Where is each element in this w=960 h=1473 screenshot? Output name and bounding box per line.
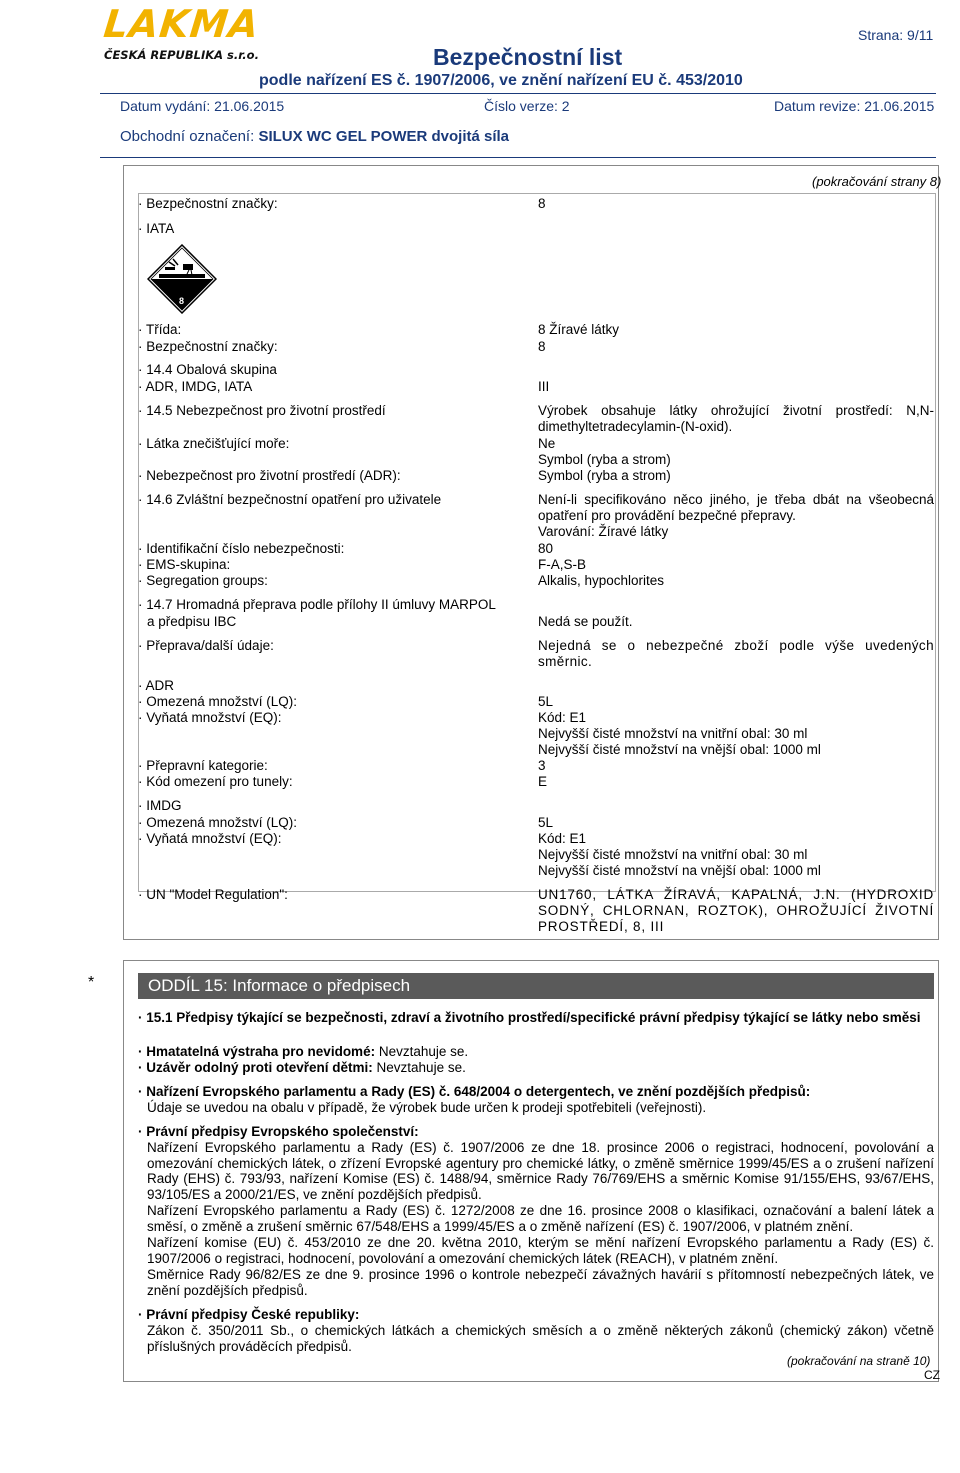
child-closure-value: Nevztahuje se. — [372, 1060, 466, 1075]
adr-eq-label: · Vyňatá množství (EQ): — [138, 710, 282, 725]
imdg-eq-value: Kód: E1 — [538, 831, 587, 846]
version-number: Číslo verze: 2 — [484, 98, 570, 114]
un-model-label: · UN "Model Regulation": — [138, 887, 288, 902]
page-number: Strana: 9/11 — [858, 27, 934, 43]
revision-date: Datum revize: 21.06.2015 — [774, 98, 935, 114]
corrosive-pictogram — [147, 244, 217, 317]
class-label: · Třída: — [138, 322, 182, 337]
adr-heading: · ADR — [138, 678, 175, 693]
company-logo — [101, 2, 262, 46]
safety-marks2-label: · Bezpečnostní značky: — [138, 339, 278, 354]
section15-heading: ODDÍL 15: Informace o předpisech — [138, 973, 934, 999]
env-hazard-value: Výrobek obsahuje látky ohrožující životní prostředí: N,N-dimethyltetradecylamin-(N-oxid). — [538, 403, 934, 434]
cz-regulations-text: Zákon č. 350/2011 Sb., o chemických látkách a chemických směsích a o změně některých zákonů (chemický zákon) včetně příslušných prováděcích předpisů. — [147, 1323, 934, 1354]
eu-regulation-2: Nařízení Evropského parlamentu a Rady (ES) č. 1272/2008 ze dne 16. prosince 2008 o klasifikaci, označování a balení látek a směsí, o změně a zrušení směrnic 67/548/EHS a 1999/45/ES a o změně nařízení (ES) č. 1907/2006, v platném znění. — [147, 1203, 934, 1234]
adr-lq-label: · Omezená množství (LQ): — [138, 694, 298, 709]
detergent-regulation-text: Údaje se uvedou na obalu v případě, že výrobek bude určen k prodeji spotřebiteli (veřejnosti). — [147, 1100, 707, 1115]
child-closure — [138, 1060, 934, 1076]
other-info-value: Nejedná se o nebezpečné zboží podle výše uvedených směrnic. — [538, 638, 934, 669]
language-code: CZ — [924, 1368, 940, 1382]
trade-name — [120, 128, 509, 145]
transport-category-value: 3 — [538, 758, 546, 773]
eu-regulation-3: Nařízení komise (EU) č. 453/2010 ze dne 20. května 2010, kterým se mění nařízení Evropského parlamentu a Rady (ES) č. 1907/2006 o registraci, hodnocení, povolování a omezování chemických látek (REACH), v platném znění. — [147, 1235, 934, 1266]
marpol-value: Nedá se použít. — [538, 614, 633, 629]
imdg-heading: · IMDG — [138, 798, 182, 813]
ems-label: · EMS-skupina: — [138, 557, 231, 572]
marine-pollutant-value: Ne — [538, 436, 556, 451]
packing-group-sub: · ADR, IMDG, IATA — [138, 379, 253, 394]
tunnel-code-label: · Kód omezení pro tunely: — [138, 774, 293, 789]
segregation-label: · Segregation groups: — [138, 573, 268, 588]
eu-regulation-1: Nařízení Evropského parlamentu a Rady (ES) č. 1907/2006 ze dne 18. prosince 2006 o registraci, hodnocení, povolování a omezování chemických látek, o zřízení Evropské agentury pro chemické látky, o změně směrnice 1999/45/ES a o zrušení nařízení Rady (EHS) č. 793/93, nařízení Komise (ES) č. 1488/94, směrnice Rady 76/769/EHS a směrnic Komise 91/155/EHS, 93/67/EHS, 93/105/ES a 2000/21/ES, ve znění pozdějších předpisů. — [147, 1140, 934, 1202]
marine-pollutant-label: · Látka znečišťující moře: — [138, 436, 290, 451]
detergent-regulation-heading: · Nařízení Evropského parlamentu a Rady (ES) č. 648/2004 o detergentech, ve znění pozdějších předpisů: — [138, 1084, 811, 1099]
header-divider-bottom — [100, 157, 936, 158]
imdg-eq-outer: Nejvyšší čisté množství na vnější obal: 1000 ml — [538, 863, 821, 878]
iata-heading: · IATA — [138, 221, 175, 236]
hazard-id-value: 80 — [538, 541, 554, 556]
trade-name-value: SILUX WC GEL POWER dvojitá síla — [258, 128, 510, 145]
imdg-lq-value: 5L — [538, 815, 554, 830]
adr-eq-inner: Nejvyšší čisté množství na vnitřní obal: 30 ml — [538, 726, 808, 741]
tactile-warning — [138, 1044, 934, 1060]
env-hazard-label: · 14.5 Nebezpečnost pro životní prostředí — [138, 403, 386, 418]
ems-value: F-A,S-B — [538, 557, 587, 572]
class-value: 8 Žíravé látky — [538, 322, 620, 337]
packing-group-value: III — [538, 379, 550, 394]
segregation-value: Alkalis, hypochlorites — [538, 573, 665, 588]
packing-group-label: · 14.4 Obalová skupina — [138, 362, 277, 377]
eu-regulation-4: Směrnice Rady 96/82/ES ze dne 9. prosince 1996 o kontrole nebezpečí závažných havárií s přítomností nebezpečných látek, ve znění pozdějších předpisů. — [147, 1267, 934, 1298]
adr-eq-outer: Nejvyšší čisté množství na vnější obal: 1000 ml — [538, 742, 821, 757]
imdg-lq-label: · Omezená množství (LQ): — [138, 815, 298, 830]
imdg-eq-inner: Nejvyšší čisté množství na vnitřní obal: 30 ml — [538, 847, 808, 862]
other-info-label: · Přeprava/další údaje: — [138, 638, 274, 653]
section15-1-heading: · 15.1 Předpisy týkající se bezpečnosti, zdraví a životního prostředí/specifické právní předpisy týkající se látky nebo směsi — [138, 1010, 921, 1025]
document-title: Bezpečnostní list — [433, 44, 623, 70]
continued-to: (pokračování na straně 10) — [787, 1354, 931, 1368]
change-marker: * — [88, 974, 95, 991]
un-model-value: UN1760, LÁTKA ŽÍRAVÁ, KAPALNÁ, J.N. (HYDROXID SODNÝ, CHLORNAN, ROZTOK), OHROŽUJÍCÍ ŽIVOTNÍ PROSTŘEDÍ, 8, III — [538, 887, 934, 934]
imdg-eq-label: · Vyňatá množství (EQ): — [138, 831, 282, 846]
special-precautions-value: Není-li specifikováno něco jiného, je třeba dbát na všeobecná opatření pro provádění bezpečné přepravy. — [538, 492, 934, 523]
cz-regulations-heading: · Právní předpisy České republiky: — [138, 1307, 360, 1322]
tactile-warning-label: · Hmatatelná výstraha pro nevidomé: — [138, 1044, 376, 1059]
marine-pollutant-symbol: Symbol (ryba a strom) — [538, 452, 671, 467]
issue-date: Datum vydání: 21.06.2015 — [120, 98, 285, 114]
marpol-label-cont: a předpisu IBC — [147, 614, 237, 629]
pictogram-number: 8 — [179, 296, 185, 306]
continued-from: (pokračování strany 8) — [812, 174, 942, 189]
env-adr-label: · Nebezpečnost pro životní prostředí (ADR): — [138, 468, 401, 483]
logo-subtext: ČESKÁ REPUBLIKA s.r.o. — [104, 48, 259, 62]
marpol-label: · 14.7 Hromadná přeprava podle přílohy II úmluvy MARPOL — [138, 597, 496, 612]
trade-name-label: Obchodní označení: — [120, 128, 255, 145]
logo-text: LAKMA — [101, 2, 262, 46]
adr-lq-value: 5L — [538, 694, 554, 709]
tunnel-code-value: E — [538, 774, 548, 789]
document-subtitle: podle nařízení ES č. 1907/2006, ve znění nařízení EU č. 453/2010 — [259, 72, 743, 89]
tactile-warning-value: Nevztahuje se. — [375, 1044, 469, 1059]
hazard-id-label: · Identifikační číslo nebezpečnosti: — [138, 541, 345, 556]
safety-marks2-value: 8 — [538, 339, 546, 354]
header-divider — [100, 93, 936, 94]
special-precautions-warning: Varování: Žíravé látky — [538, 524, 669, 539]
safety-marks-value: 8 — [538, 196, 546, 211]
safety-marks-label: · Bezpečnostní značky: — [138, 196, 278, 211]
child-closure-label: · Uzávěr odolný proti otevření dětmi: — [138, 1060, 373, 1075]
adr-eq-value: Kód: E1 — [538, 710, 587, 725]
env-adr-value: Symbol (ryba a strom) — [538, 468, 671, 483]
transport-category-label: · Přepravní kategorie: — [138, 758, 268, 773]
eu-regulations-heading: · Právní předpisy Evropského společenství: — [138, 1124, 419, 1139]
special-precautions-label: · 14.6 Zvláštní bezpečnostní opatření pro uživatele — [138, 492, 442, 507]
